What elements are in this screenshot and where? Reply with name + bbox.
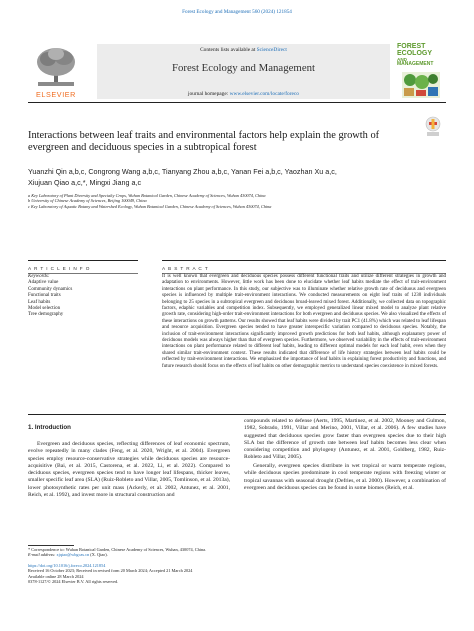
contents-line — [97, 47, 390, 53]
abstract-rule — [162, 260, 446, 261]
crossmark-icon — [425, 116, 441, 138]
email-link[interactable]: xjqiao@wbgcas.cn — [56, 552, 90, 558]
available-online: Available online 28 March 2024 — [28, 573, 84, 579]
cover-title-line-3: AND — [397, 57, 407, 63]
keyword-item: Tree demography — [28, 312, 64, 318]
introduction-heading: 1. Introduction — [28, 424, 71, 431]
journal-homepage-line — [97, 91, 390, 97]
header-rule — [28, 102, 446, 103]
affiliation-a: a Key Laboratory of Plant Diversity and Specialty Crops, Wuhan Botanical Garden, Chinese Academy of Sciences, Wuhan 430074, China — [28, 193, 266, 198]
introduction-paragraph: compounds related to defense (Aerts, 1995, Martinez, et al. 2002, Mooney and Gulmon, 1982, Sobrado, 1991, Villar and Merino, 2001, Villar, et al. 2006). A few studies have suggested that deciduous species grow faster than evergreen species due to their high SLA but the difference of growth rate between leaf habits becomes less clear when considering competition and phylogeny (Antunez, et al. 2001, Goldberg, 1982, Ruiz-Robleto and Villar, 2005). — [244, 418, 446, 461]
keywords-block — [28, 274, 138, 319]
correspondence-note: * Correspondence to: Wuhan Botanical Garden, Chinese Academy of Sciences, Wuhan, 430074, China. — [28, 547, 207, 552]
journal-title: Forest Ecology and Management — [171, 62, 316, 74]
body-left-column — [28, 418, 230, 501]
footnote-rule — [28, 545, 74, 546]
cover-title-line-2: ECOLOGY — [397, 49, 433, 57]
keyword-item: Adaptive value — [28, 280, 59, 286]
elsevier-tree-icon — [34, 46, 78, 88]
introduction-paragraph: Generally, evergreen species distribute in wet tropical or warm temperate regions, while deciduous species predominate in cool temperate regions with freezing winter or tropical savannas with seasonal drought (Defries, et al. 2000). However, a combination of evergreen and deciduous species can be found in some biomes (Reich, et al. — [244, 462, 446, 491]
contents-prefix: Contents lists available at — [200, 47, 257, 53]
keyword-item: Community dynamics — [28, 286, 73, 292]
cover-title-line-1: FOREST — [397, 43, 426, 50]
keywords-label: Keywords: — [28, 274, 50, 279]
body-rule — [28, 414, 446, 415]
abstract-text: It is well known that evergreen and deciduous species possess different functional traits and utilize different strategies in growth and adaptation to environments. However, little work has been done to elucidate whether leaf habits mediate the effect of trait-environment interactions on plant performance. In this study, our subjective was to illuminate whether relative growth rate of deciduous and evergreen species is influenced by multiple trait-environment interactions. We conducted measurements on eight leaf traits of 1230 individuals belonging to 25 species in a subtropical evergreen and deciduous broad-leaved mixed forest. Additionally, we collected data on topographic factors, edaphic variables and competition index. Subsequently, we employed generalized linear mixed model to analyze plant relative growth rate, considering high-order trait-environment interactions for both evergreen and deciduous species. We also visualized the effects of these interactions on growth patterns. Our results showed that leaf habits were divided by trait PC1 (41.8%) which was related to leaf lifespan and resource acquisition. Evergreen species tended to have greater interspecific variation compared to deciduous species. Notably, the inclusion of trait-environment interactions significantly improved growth predictions for both leaf habits, although explanatory power of deciduous models was always higher than that of evergreen species. Furthermore, we observed variability in the effects of trait-environment interactions on plant performance related to different leaf habits, leading to different optimal models for each leaf habit, even when they shared similar trait-environment context. These results indicated that difference of life history strategies between leaf habits could be reflected by trait-environment interactions. We emphasized the importance of leaf habits in explaining forest productivity and functions, and future research should focus on the effects of leaf habits on other demographic metrics to understand species coexistence in mixed forests. — [162, 274, 446, 369]
email-suffix: (X. Qiao). — [89, 552, 108, 558]
keyword-item: Functional traits — [28, 293, 61, 299]
cover-artwork-image — [402, 72, 440, 98]
body-right-column — [244, 418, 446, 493]
affiliation-b: b University of Chinese Academy of Sciences, Beijing 100049, China — [28, 198, 147, 204]
copyright: 0378-1127/© 2024 Elsevier B.V. All rights reserved. — [28, 579, 119, 585]
received-dates: Received 16 October 2023; Received in revised form 20 March 2024; Accepted 21 March 2024 — [28, 568, 193, 574]
affiliation-c: c Key Laboratory of Aquatic Botany and Watershed Ecology, Wuhan Botanical Garden, Chinese Academy of Sciences, Wuhan 430074, China — [28, 203, 272, 209]
cover-title-line-4: MANAGEMENT — [397, 61, 434, 68]
authors-line-1: Yuanzhi Qin a,b,c, Congrong Wang a,b,c, Tianyang Zhou a,b,c, Yanan Fei a,b,c, Yaozhan Xu a,c, — [28, 167, 337, 176]
keyword-item: Leaf habits — [28, 299, 51, 305]
doi-link[interactable]: https://doi.org/10.1016/j.foreco.2024.121854 — [28, 562, 106, 568]
homepage-prefix: journal homepage: — [187, 91, 230, 97]
sciencedirect-link[interactable]: ScienceDirect — [256, 47, 287, 53]
journal-citation-line[interactable]: Forest Ecology and Management 560 (2024) 121854 — [182, 9, 292, 15]
authors-line-2: Xiujuan Qiao a,c,*, Mingxi Jiang a,c — [28, 178, 142, 187]
introduction-paragraph: Evergreen and deciduous species, reflecting differences of leaf economic spectrum, evolve repeatedly in many clades (Feng, et al. 2020, Wright, et al. 2004). Evergreen species employ resource-conservative strategies while deciduous species are resource-acquisitive (Bai, et al. 2015, Castorena, et al. 2022, Li, et al. 2022). Compared to deciduous species, evergreen species tend to have longer leaf lifespans, thicker leaves, smaller specific leaf area (SLA) (Ruiz-Robleto and Villar, 2005, Tomlinson, et al. 2013a), lower photosynthetic rates per unit mass (Ackerly, et al. 2002, Antunez, et al. 2001, Reich, et al. 1992), and invest more in structural construction and — [28, 441, 230, 499]
author-list — [28, 166, 448, 188]
footnotes — [28, 547, 438, 584]
article-title: Interactions between leaf traits and environmental factors help explain the growth of evergreen and deciduous species in a subtropical forest — [28, 130, 380, 154]
journal-homepage-link[interactable]: www.elsevier.com/locate/foreco — [229, 91, 300, 97]
abstract-heading: A B S T R A C T — [162, 266, 209, 271]
keyword-item: Model selection — [28, 306, 61, 312]
affiliations — [28, 193, 448, 209]
check-for-updates-badge[interactable] — [425, 116, 441, 138]
cover-title — [397, 44, 444, 68]
article-info-rule — [28, 260, 138, 261]
article-info-heading: A R T I C L E I N F O — [28, 266, 91, 271]
elsevier-wordmark: ELSEVIER — [36, 90, 76, 99]
email-label: E-mail address: — [28, 552, 57, 558]
